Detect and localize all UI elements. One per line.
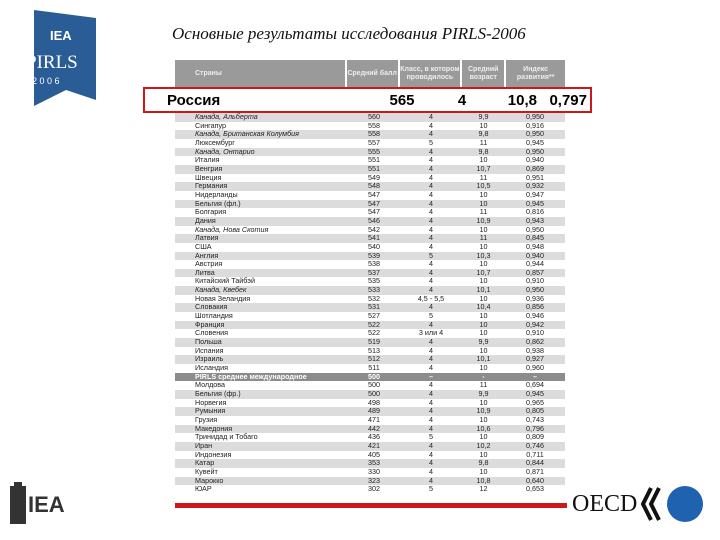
cell-country: Румыния [195,406,226,416]
cell-index: 0,960 [526,363,544,373]
cell-grade: 4 [429,172,433,182]
cell-grade: 4 [429,224,433,234]
cell-index: 0,857 [526,267,544,277]
cell-grade: 4 [429,423,433,433]
table-row [175,485,565,494]
cell-age: 10 [479,311,488,321]
cell-grade: 4 [429,163,433,173]
cell-age: 9,8 [478,129,489,139]
cell-index: 0,940 [526,155,544,165]
cell-age: 10 [479,198,488,208]
cell-grade: 5 [429,484,433,494]
cell-index: 0,936 [526,293,544,303]
pirls-year: 2 0 0 6 [32,76,60,86]
cell-score: 535 [368,276,380,286]
cell-grade: 4 [429,319,433,329]
cell-country: Канада, Нова Скотия [195,224,269,234]
cell-score: 558 [368,120,380,130]
highlight-age: 10,8 [507,91,537,109]
cell-grade: 4 [429,440,433,450]
highlight-row-russia [143,87,592,113]
highlight-score: 565 [389,91,415,109]
cell-country: Австрия [195,259,223,269]
cell-age: 10,9 [476,215,491,225]
table-body [175,113,565,494]
cell-score: 353 [368,458,380,468]
cell-index: 0,965 [526,397,544,407]
pirls-logo [26,10,102,106]
cell-age: 10 [479,259,488,269]
cell-grade: 4,5 - 5,5 [417,293,445,303]
cell-index: 0,640 [526,475,544,485]
cell-index: 0,946 [526,311,544,321]
cell-score: 546 [368,215,380,225]
cell-grade: 4 [429,120,433,130]
cell-country: Индонезия [195,449,232,459]
cell-country: Венгрия [195,163,223,173]
cell-age: 10,2 [476,440,491,450]
header-age: Средний возраст [462,60,506,88]
cell-score: 558 [368,129,380,139]
cell-grade: 4 [429,267,433,277]
cell-grade: 5 [429,137,433,147]
cell-age: 9,8 [478,458,489,468]
cell-grade: 4 [429,215,433,225]
cell-country: Исландия [195,363,229,373]
cell-score: 539 [368,250,380,260]
cell-score: 511 [368,363,380,373]
cell-score: 537 [368,267,380,277]
cell-index: 0,869 [526,163,544,173]
cell-country: Сингапур [195,120,227,130]
cell-score: 541 [368,233,380,243]
cell-age: 10,8 [476,475,491,485]
cell-grade: 4 [429,345,433,355]
cell-age: 10 [479,224,488,234]
cell-country: Дания [195,215,216,225]
cell-index: 0,943 [526,215,544,225]
cell-score: 471 [368,414,380,424]
cell-country: Италия [195,155,220,165]
cell-age: - [482,371,485,381]
header-grade: Класс, в котором проводилось [400,60,463,88]
cell-age: 10 [479,120,488,130]
cell-age: 10 [479,276,488,286]
cell-age: 10,5 [476,181,491,191]
cell-score: 500 [368,371,380,381]
cell-index: 0,711 [526,449,544,459]
cell-age: 10,7 [476,267,491,277]
cell-index: 0,805 [526,406,544,416]
cell-score: 551 [368,163,380,173]
red-divider [175,503,567,508]
cell-age: 11 [479,380,488,390]
cell-score: 500 [368,380,380,390]
cell-index: 0,940 [526,250,544,260]
cell-score: 513 [368,345,380,355]
cell-country: Польша [195,337,222,347]
slide-title: Основные результаты исследования PIRLS-2006 [172,24,526,43]
cell-age: 11 [479,172,488,182]
cell-grade: 4 [429,155,433,165]
cell-index: 0,938 [526,345,544,355]
cell-index: 0,942 [526,319,544,329]
cell-country: Швеция [195,172,222,182]
cell-score: 547 [368,207,380,217]
cell-index: 0,948 [526,241,544,251]
cell-score: 323 [368,475,380,485]
cell-index: 0,916 [526,120,544,130]
cell-country: Словения [195,328,229,338]
cell-index: 0,932 [526,181,544,191]
cell-index: 0,816 [526,207,544,217]
cell-grade: 4 [429,181,433,191]
cell-index: 0,809 [526,432,544,442]
cell-score: 442 [368,423,380,433]
cell-age: 10 [479,363,488,373]
cell-age: 10 [479,432,488,442]
cell-score: 531 [368,302,380,312]
cell-score: 421 [368,440,380,450]
cell-grade: 4 [429,475,433,485]
cell-country: Бельгия (фл.) [195,198,241,208]
cell-score: 522 [368,319,380,329]
cell-index: 0,856 [526,302,544,312]
cell-country: Франция [195,319,225,329]
cell-index: 0,910 [526,328,544,338]
cell-grade: 4 [429,207,433,217]
cell-score: 527 [368,311,380,321]
cell-score: 547 [368,189,380,199]
cell-score: 532 [368,293,380,303]
iea-logo [8,480,72,533]
cell-index: 0,950 [526,129,544,139]
pirls-text: PIRLS [26,52,78,73]
cell-country: Нидерланды [195,189,238,199]
cell-score: 549 [368,172,380,182]
cell-age: 10 [479,293,488,303]
cell-index: 0,862 [526,337,544,347]
cell-age: 10,7 [476,163,491,173]
cell-age: 9,9 [478,112,489,121]
cell-country: PIRLS среднее международное [195,371,307,381]
cell-age: 9,8 [478,146,489,156]
cell-grade: 3 или 4 [418,328,444,338]
cell-grade: 4 [429,397,433,407]
cell-age: 11 [479,207,488,217]
cell-grade: 4 [429,189,433,199]
cell-index: 0,746 [526,440,544,450]
header-score: Средний балл [347,60,400,88]
oecd-emblem-icon [637,484,707,524]
cell-age: 10 [479,241,488,251]
cell-grade: 4 [429,354,433,364]
cell-age: 10 [479,449,488,459]
cell-score: 548 [368,181,380,191]
iea-text: IEA [28,492,65,517]
cell-score: 330 [368,466,380,476]
iea-small-text: IEA [50,28,72,43]
cell-index: 0,694 [526,380,544,390]
cell-age: 11 [479,233,488,243]
cell-age: 10 [479,319,488,329]
cell-age: 10 [479,414,488,424]
cell-score: 560 [368,112,380,121]
cell-score: 522 [368,328,380,338]
cell-index: 0,945 [526,198,544,208]
cell-grade: 4 [429,466,433,476]
cell-grade: – [429,371,433,381]
cell-grade: 4 [429,458,433,468]
cell-grade: 5 [429,250,433,260]
cell-index: 0,796 [526,423,544,433]
cell-score: 498 [368,397,380,407]
cell-score: 540 [368,241,380,251]
cell-index: – [533,371,537,381]
cell-score: 489 [368,406,380,416]
cell-grade: 4 [429,380,433,390]
cell-country: Литва [195,267,215,277]
highlight-grade: 4 [457,91,467,109]
cell-index: 0,910 [526,276,544,286]
cell-index: 0,950 [526,285,544,295]
cell-grade: 4 [429,302,433,312]
cell-index: 0,950 [526,146,544,156]
cell-country: Израиль [195,354,224,364]
cell-score: 555 [368,146,380,156]
header-index: Индекс развития** [516,66,555,81]
cell-grade: 4 [429,198,433,208]
cell-country: Словакия [195,302,228,312]
cell-grade: 4 [429,406,433,416]
cell-country: Германия [195,181,228,191]
cell-grade: 4 [429,276,433,286]
cell-age: 10,3 [476,250,491,260]
cell-country: Новая Зеландия [195,293,251,303]
cell-country: Канада, Онтарио [195,146,255,156]
cell-grade: 4 [429,363,433,373]
cell-index: 0,845 [526,233,544,243]
cell-grade: 4 [429,233,433,243]
cell-country: Молдова [195,380,226,390]
cell-country: Канада, Британская Колумбия [195,129,299,139]
cell-country: Иран [195,440,213,450]
cell-country: Грузия [195,414,218,424]
results-table [175,60,565,88]
cell-country: Люксембург [195,137,235,147]
cell-score: 405 [368,449,380,459]
cell-grade: 4 [429,112,433,121]
cell-index: 0,743 [526,414,544,424]
cell-score: 519 [368,337,380,347]
cell-grade: 4 [429,414,433,424]
cell-country: Бельгия (фр.) [195,389,241,398]
cell-country: Китайский Тайбэй [195,276,255,286]
cell-index: 0,844 [526,458,544,468]
cell-country: Канада, Квебек [195,285,247,295]
cell-country: Марокко [195,475,224,485]
cell-score: 512 [368,354,380,364]
cell-grade: 5 [429,432,433,442]
cell-age: 10 [479,155,488,165]
cell-index: 0,945 [526,137,544,147]
cell-grade: 4 [429,389,433,398]
cell-country: Шотландия [195,311,233,321]
oecd-logo [572,484,707,524]
cell-age: 10 [479,189,488,199]
cell-age: 10 [479,466,488,476]
cell-score: 551 [368,155,380,165]
cell-grade: 4 [429,449,433,459]
cell-country: Латвия [195,233,219,243]
cell-grade: 5 [429,311,433,321]
cell-score: 533 [368,285,380,295]
cell-country: Норвегия [195,397,227,407]
cell-score: 302 [368,484,380,494]
cell-country: Кувейт [195,466,218,476]
cell-grade: 4 [429,337,433,347]
cell-age: 10 [479,328,488,338]
cell-score: 436 [368,432,380,442]
cell-country: Испания [195,345,224,355]
cell-age: 11 [479,137,488,147]
cell-country: Македония [195,423,233,433]
cell-score: 500 [368,389,380,398]
cell-country: ЮАР [195,484,212,494]
cell-index: 0,950 [526,224,544,234]
cell-grade: 4 [429,241,433,251]
cell-country: Болгария [195,207,227,217]
cell-index: 0,950 [526,112,544,121]
cell-grade: 4 [429,285,433,295]
highlight-country: Россия [167,91,221,109]
cell-age: 10 [479,345,488,355]
cell-age: 9,9 [478,337,489,347]
cell-age: 10,4 [476,302,491,312]
cell-score: 538 [368,259,380,269]
cell-age: 10,9 [476,406,491,416]
cell-grade: 4 [429,129,433,139]
table-header [175,60,565,88]
cell-index: 0,947 [526,189,544,199]
cell-index: 0,944 [526,259,544,269]
oecd-text: OECD [572,490,638,517]
highlight-index: 0,797 [549,91,587,109]
cell-country: США [195,241,212,251]
cell-age: 12 [479,484,488,494]
cell-country: Канада, Альберта [195,112,258,121]
cell-grade: 4 [429,146,433,156]
cell-score: 557 [368,137,380,147]
cell-country: Катар [195,458,215,468]
cell-index: 0,945 [526,389,544,398]
cell-country: Тринидад и Тобаго [195,432,258,442]
cell-age: 9,9 [478,389,489,398]
cell-grade: 4 [429,259,433,269]
cell-score: 547 [368,198,380,208]
cell-score: 542 [368,224,380,234]
cell-index: 0,927 [526,354,544,364]
cell-age: 10,1 [476,354,491,364]
header-country: Страны [175,60,347,88]
cell-country: Англия [195,250,219,260]
cell-index: 0,871 [526,466,544,476]
cell-age: 10 [479,397,488,407]
cell-age: 10,6 [476,423,491,433]
cell-index: 0,653 [526,484,544,494]
cell-index: 0,951 [526,172,544,182]
cell-age: 10,1 [476,285,491,295]
